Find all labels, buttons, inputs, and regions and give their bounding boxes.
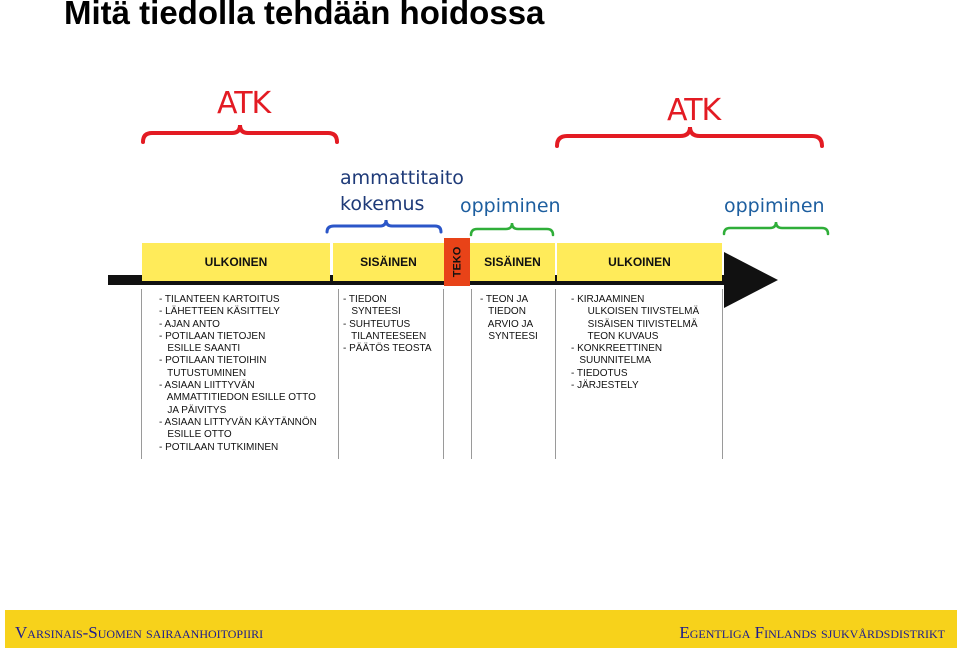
bar-sisainen-2-label: SISÄINEN <box>484 255 541 269</box>
column-sisainen-2-text: - TEON JA TIEDON ARVIO JA SYNTEESI <box>480 294 538 342</box>
separator-3 <box>443 289 444 459</box>
column-ulkoinen-2-text: - KIRJAAMINEN ULKOISEN TIIVSTELMÄ SISÄISEN TIIVISTELMÄ TEON KUVAUS - KONKREETTINEN SUUNNITELMA - TIEDOTUS - JÄRJESTELY <box>571 294 700 392</box>
separator-1 <box>141 289 142 459</box>
red-brace-right <box>557 127 822 146</box>
oppiminen-label-2: oppiminen <box>724 195 825 217</box>
footer-bar <box>5 610 957 648</box>
bar-sisainen-2 <box>470 243 555 281</box>
red-brace-left <box>143 125 337 142</box>
bar-ulkoinen-2 <box>557 243 722 281</box>
separator-2 <box>338 289 339 459</box>
footer-left-text: Varsinais-Suomen sairaanhoitopiiri <box>15 623 264 642</box>
ammattitaito-label: ammattitaito <box>340 167 464 189</box>
blue-brace <box>327 220 441 232</box>
green-brace-left <box>471 223 553 235</box>
separator-4 <box>471 289 472 459</box>
bar-ulkoinen-2-label: ULKOINEN <box>608 255 671 269</box>
teko-box <box>444 238 470 286</box>
atk-label-left: ATK <box>217 86 271 121</box>
footer-right-text: Egentliga Finlands sjukvårdsdistrikt <box>679 623 945 642</box>
bar-ulkoinen-1-label: ULKOINEN <box>204 255 268 269</box>
separator-5 <box>555 289 556 459</box>
teko-label: TEKO <box>451 246 463 278</box>
separator-6 <box>722 289 723 459</box>
bar-sisainen-1-label: SISÄINEN <box>360 255 417 269</box>
oppiminen-label-1: oppiminen <box>460 195 561 217</box>
timeline-arrowhead <box>724 252 780 308</box>
page-title: Mitä tiedolla tehdään hoidossa <box>64 0 545 31</box>
column-ulkoinen-1-text: - TILANTEEN KARTOITUS - LÄHETTEEN KÄSITTELY - AJAN ANTO - POTILAAN TIETOJEN ESILLE SAANTI - POTILAAN TIETOIHIN TUTUSTUMINEN - ASIAAN LIITTYVÄN AMMATTITIEDON ESILLE OTTO JA PÄIVITYS - ASIAAN LITTYVÄN KÄYTÄNNÖN ESILLE OTTO - POTILAAN TUTKIMINEN <box>159 294 317 453</box>
column-sisainen-1-text: - TIEDON SYNTEESI - SUHTEUTUS TILANTEESEEN - PÄÄTÖS TEOSTA <box>343 294 432 355</box>
green-brace-right <box>724 222 828 234</box>
bar-sisainen-1 <box>333 243 444 281</box>
kokemus-label: kokemus <box>340 193 425 215</box>
atk-label-right: ATK <box>667 93 721 128</box>
bar-ulkoinen-1 <box>142 243 330 281</box>
